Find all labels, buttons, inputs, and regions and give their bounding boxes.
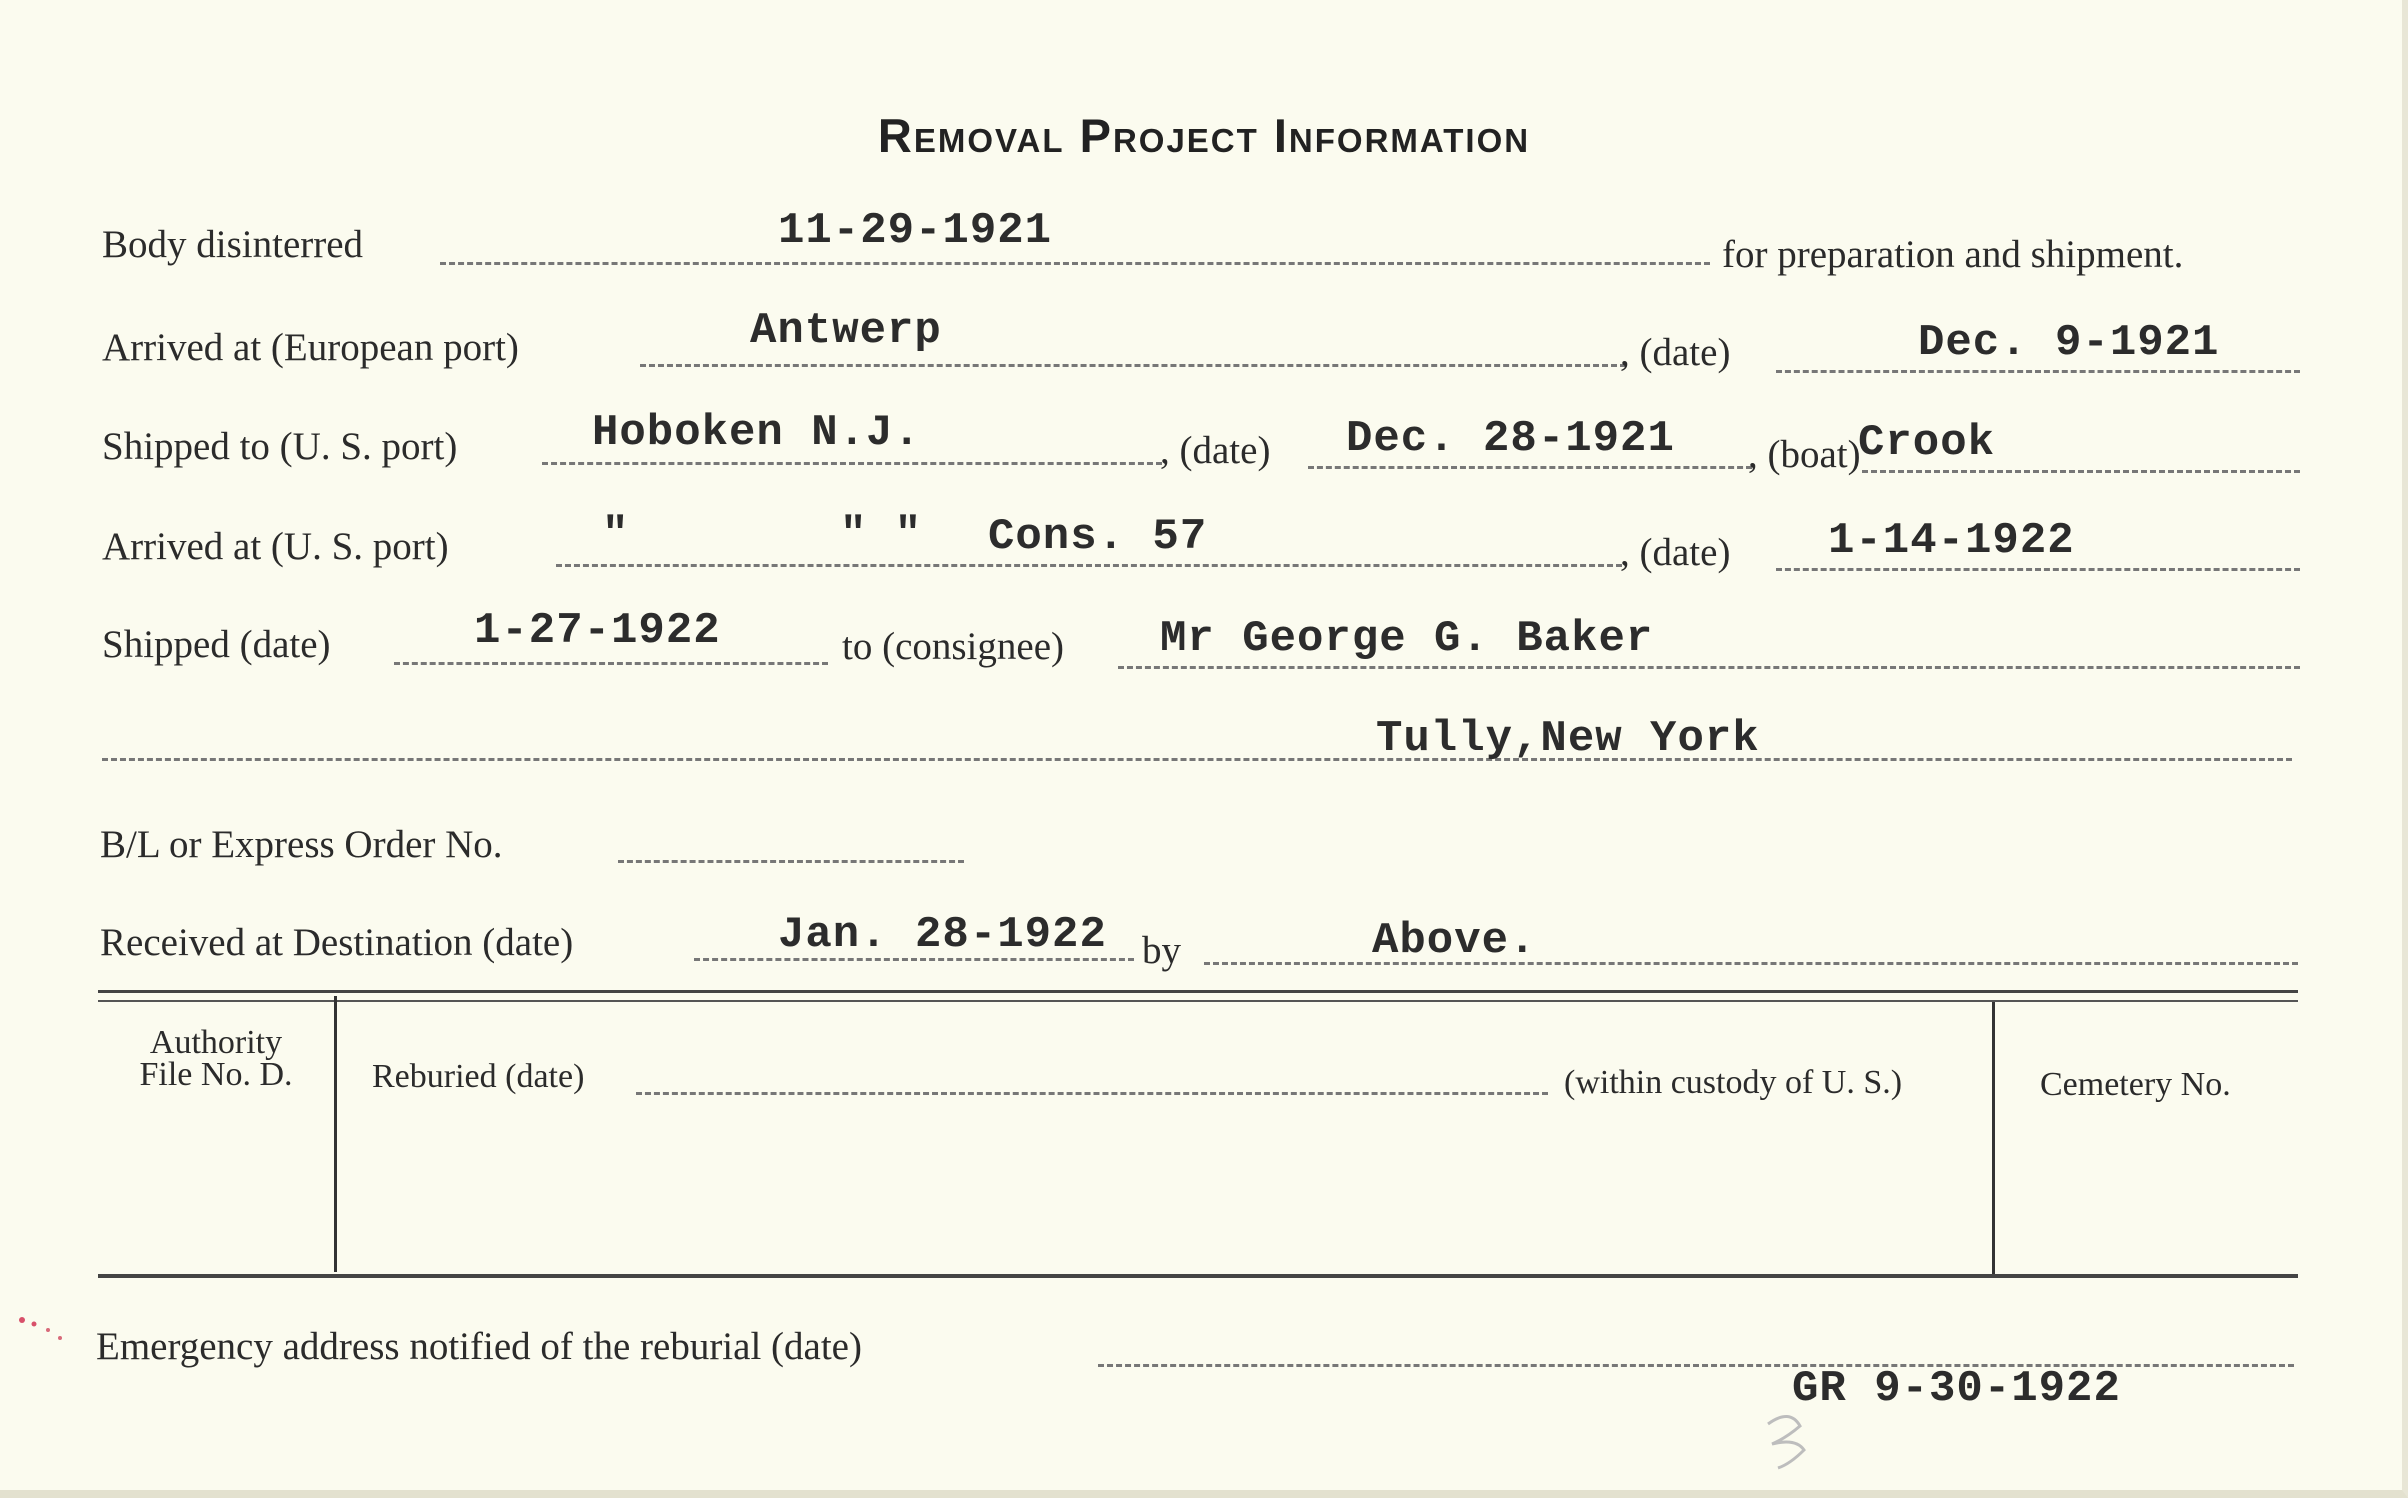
pencil-mark-icon — [1760, 1404, 1840, 1474]
shipped-date-line — [394, 662, 828, 665]
us-port-shipped-date-line — [1308, 466, 1752, 469]
table-bottom-rule — [98, 1274, 2298, 1278]
bl-line — [618, 860, 964, 863]
card-title: Removal Project Information — [877, 109, 1531, 162]
consignee-line — [1118, 666, 2300, 669]
us-port-arrived-ditto-2: " " — [840, 510, 923, 560]
european-port-date-label: , (date) — [1620, 331, 1731, 374]
disinterred-line — [440, 262, 1710, 265]
authority-label-2: File No. D. — [139, 1056, 293, 1093]
european-port-label: Arrived at (European port) — [102, 326, 519, 369]
emergency-value: GR 9-30-1922 — [1792, 1364, 2121, 1414]
custody-label: (within custody of U. S.) — [1564, 1064, 1903, 1101]
emergency-label: Emergency address notified of the reburial (date) — [96, 1325, 862, 1368]
european-port-value: Antwerp — [750, 306, 942, 356]
us-port-arrived-value: Cons. 57 — [988, 512, 1208, 562]
us-port-arrived-date-label: , (date) — [1620, 531, 1731, 574]
received-label: Received at Destination (date) — [100, 921, 574, 964]
us-port-shipped-line — [542, 462, 1162, 465]
table-divider-right — [1992, 1002, 1995, 1278]
shipped-value: 1-27-1922 — [474, 606, 721, 656]
disinterred-suffix: for preparation and shipment. — [1722, 233, 2184, 276]
received-value: Jan. 28-1922 — [778, 910, 1107, 960]
us-port-shipped-value: Hoboken N.J. — [592, 408, 921, 458]
bl-label: B/L or Express Order No. — [100, 823, 503, 866]
table-divider-left — [334, 996, 337, 1272]
european-port-line — [640, 364, 1626, 367]
reburied-label: Reburied (date) — [372, 1058, 585, 1095]
received-by-label: by — [1142, 929, 1181, 972]
reburied-line — [636, 1092, 1548, 1095]
received-by-value: Above. — [1372, 916, 1537, 966]
table-top-rule-2 — [98, 1000, 2298, 1002]
disinterred-label: Body disinterred — [102, 223, 364, 266]
red-specks-icon — [14, 1310, 74, 1350]
consignee-label: to (consignee) — [842, 625, 1065, 668]
us-port-shipped-boat-value: Crook — [1858, 418, 1996, 468]
address-value: Tully,New York — [1376, 714, 1760, 764]
us-port-arrived-date-value: 1-14-1922 — [1828, 516, 2075, 566]
received-by-line — [1204, 962, 2298, 965]
us-port-shipped-date-value: Dec. 28-1921 — [1346, 414, 1675, 464]
address-line — [102, 758, 2292, 761]
european-port-date-value: Dec. 9-1921 — [1918, 318, 2220, 368]
cemetery-label: Cemetery No. — [2040, 1066, 2231, 1103]
us-port-arrived-line — [556, 564, 1622, 567]
us-port-arrived-ditto-1: " — [602, 510, 630, 560]
european-port-date-line — [1776, 370, 2300, 373]
us-port-shipped-label: Shipped to (U. S. port) — [102, 425, 458, 468]
consignee-value: Mr George G. Baker — [1160, 614, 1654, 664]
us-port-shipped-boat-line — [1862, 470, 2300, 473]
us-port-arrived-date-line — [1776, 568, 2300, 571]
us-port-shipped-boat-label: , (boat) — [1748, 433, 1861, 476]
disinterred-value: 11-29-1921 — [778, 206, 1053, 256]
shipped-label: Shipped (date) — [102, 623, 331, 666]
table-top-rule — [98, 990, 2298, 993]
us-port-shipped-date-label: , (date) — [1160, 429, 1271, 472]
authority-label-1: Authority — [149, 1024, 283, 1061]
us-port-arrived-label: Arrived at (U. S. port) — [102, 525, 449, 568]
